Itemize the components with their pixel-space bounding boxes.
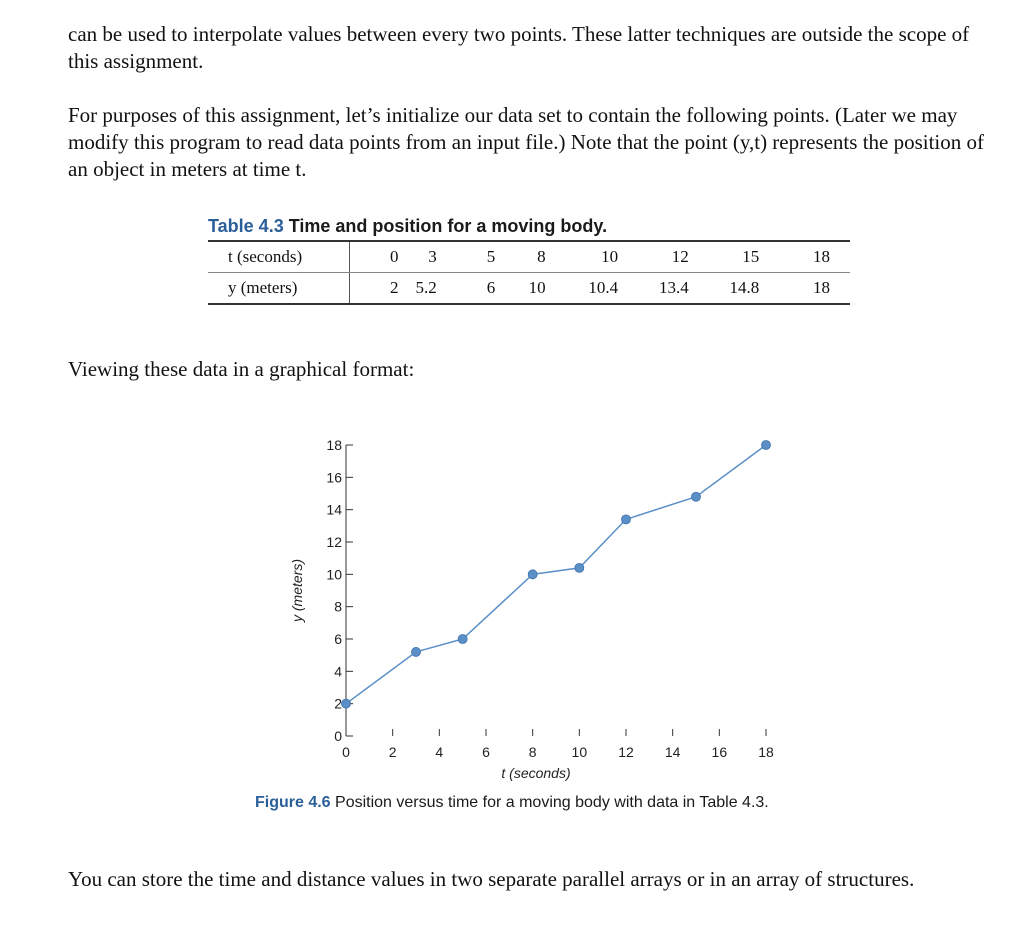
cell-y-2: 6 (486, 278, 496, 297)
table-caption-text: Time and position for a moving body. (288, 216, 608, 236)
paragraph-dataset: For purposes of this assignment, let’s initialize our data set to contain the following points. (Later we may modify this program to read data points from an input file.) Note that the point (y,t) represents the position of an object in meters at time t. (68, 103, 985, 181)
data-point-3 (528, 570, 537, 579)
data-table (208, 240, 850, 305)
y-tick-label-16: 16 (326, 469, 342, 486)
y-tick-label-8: 8 (334, 598, 342, 615)
data-point-0 (342, 699, 351, 708)
y-tick-label-12: 12 (326, 534, 342, 550)
y-tick-label-0: 0 (334, 728, 342, 744)
x-axis-label: t (seconds) (501, 765, 571, 781)
x-tick-label-2: 2 (388, 744, 397, 760)
table-block (208, 212, 850, 305)
series-line-position (346, 445, 766, 704)
table-row-time (208, 241, 850, 273)
x-tick-label-14: 14 (664, 744, 681, 760)
cell-y-5: 13.4 (658, 278, 689, 297)
y-tick-label-2: 2 (334, 695, 342, 712)
cell-y-4: 10.4 (588, 278, 619, 297)
x-tick-label-8: 8 (528, 744, 537, 760)
cell-t-1: 3 (398, 241, 436, 273)
data-point-2 (458, 635, 467, 644)
cell-t-7: 18 (759, 241, 850, 273)
x-tick-label-10: 10 (571, 744, 588, 760)
data-point-6 (692, 492, 701, 501)
line-chart (280, 425, 800, 785)
x-tick-label-0: 0 (342, 744, 350, 760)
y-axis-label: y (meters) (289, 559, 305, 622)
paragraph-graph-intro: Viewing these data in a graphical format: (68, 357, 415, 381)
cell-t-6: 15 (689, 241, 760, 273)
cell-y-3: 10 (528, 278, 546, 297)
y-tick-label-4: 4 (334, 663, 342, 680)
figure-caption (255, 794, 769, 812)
data-point-4 (575, 563, 584, 572)
paragraph-intro: can be used to interpolate values between every two points. These latter techniques are outside the scope of this assignment. (68, 22, 970, 73)
cell-y-7: 18 (813, 278, 830, 297)
cell-t-4: 10 (546, 241, 619, 273)
data-point-1 (412, 647, 421, 656)
row-header-position: y (meters) (208, 273, 350, 305)
row-header-time: t (seconds) (208, 241, 350, 273)
figure-chart (280, 425, 800, 785)
table-caption (208, 212, 850, 240)
x-tick-label-18: 18 (758, 744, 774, 760)
cell-y-6: 14.8 (729, 278, 760, 297)
table-caption-label: Table 4.3 (208, 216, 284, 236)
cell-t-2: 5 (437, 241, 495, 273)
figure-caption-label: Figure 4.6 (255, 794, 331, 811)
cell-y-1: 5.2 (415, 278, 437, 297)
y-tick-label-6: 6 (334, 631, 342, 647)
paragraph-storage: You can store the time and distance values in two separate parallel arrays or in an array of structures. (68, 867, 915, 891)
cell-t-5: 12 (618, 241, 689, 273)
cell-y-0: 2 (389, 278, 399, 297)
cell-t-3: 8 (495, 241, 545, 273)
x-tick-label-6: 6 (482, 744, 490, 760)
table-row-position (208, 273, 850, 305)
cell-t-0: 0 (350, 241, 399, 273)
data-point-7 (762, 441, 771, 450)
data-point-5 (622, 515, 631, 524)
figure-caption-text: Position versus time for a moving body with data in Table 4.3. (335, 794, 769, 811)
y-tick-label-14: 14 (326, 501, 342, 518)
y-tick-label-18: 18 (326, 437, 342, 453)
x-tick-label-4: 4 (435, 744, 444, 760)
y-tick-label-10: 10 (326, 566, 342, 583)
x-tick-label-12: 12 (618, 744, 634, 760)
x-tick-label-16: 16 (711, 744, 728, 760)
